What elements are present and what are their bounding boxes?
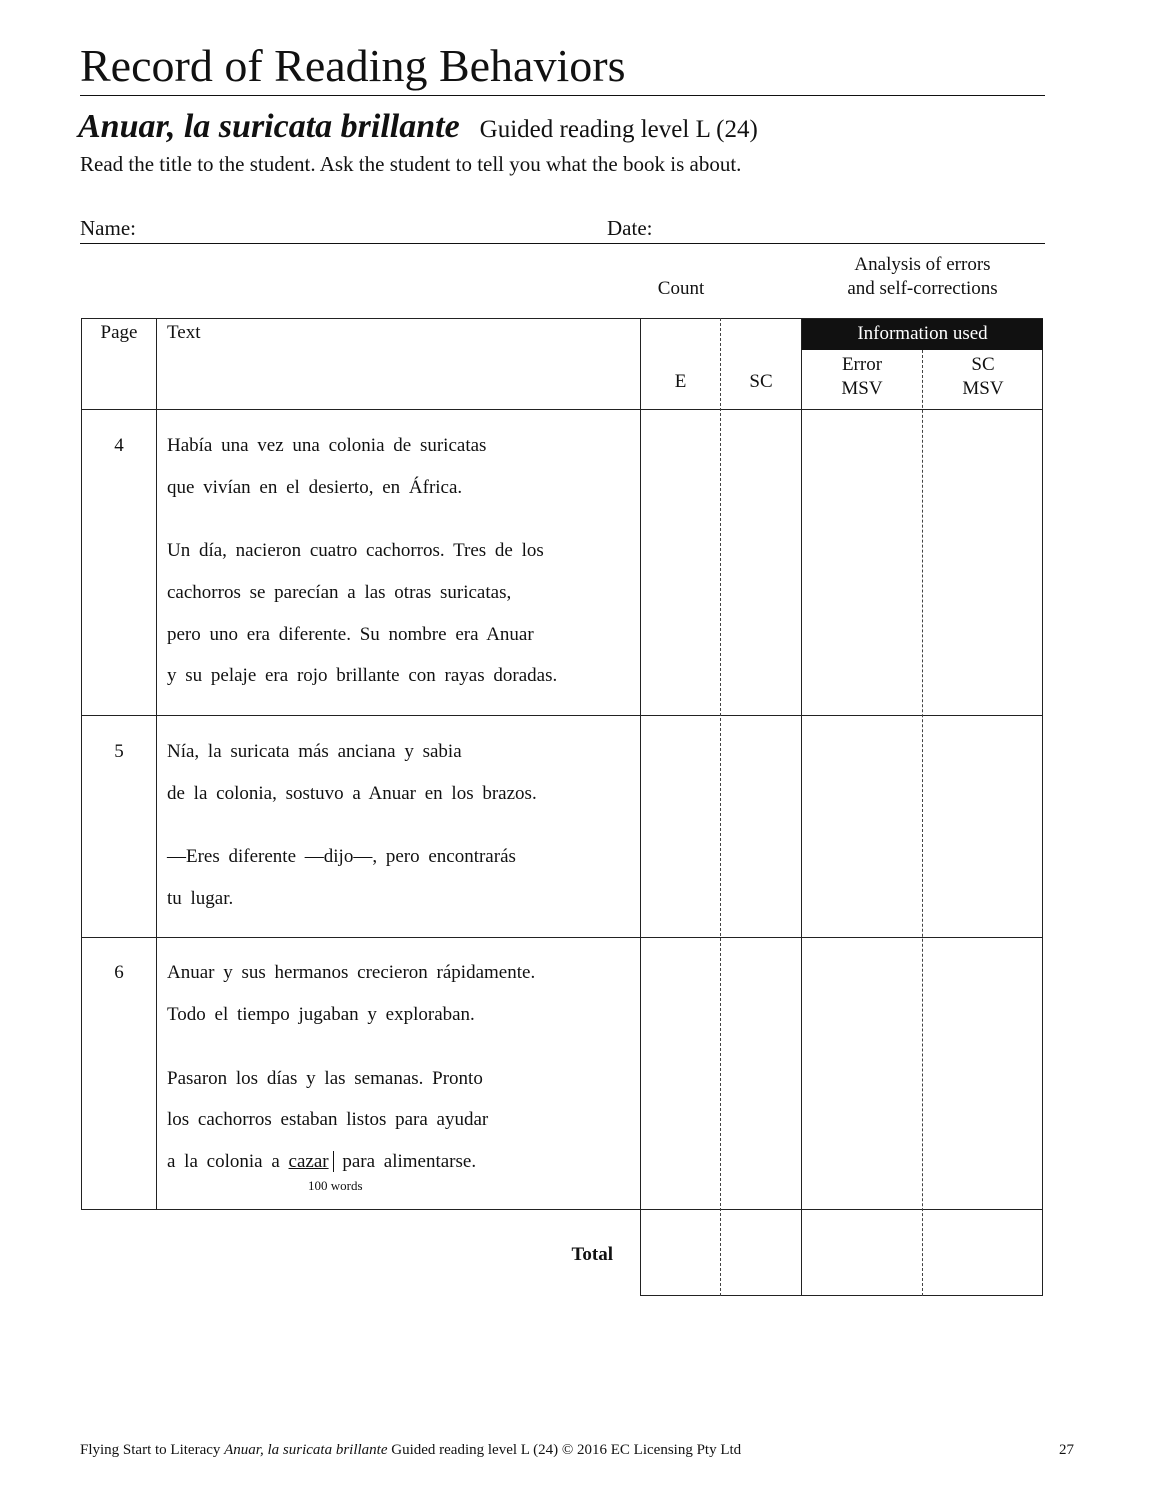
page-header: Page: [100, 322, 138, 343]
text-line: y su pelaje era rojo brillante con rayas doradas.: [167, 665, 558, 686]
text-line: de la colonia, sostuvo a Anuar en los brazos.: [167, 783, 537, 804]
e-sc-divider: [720, 318, 721, 1296]
text-line: Un día, nacieron cuatro cachorros. Tres de los: [167, 540, 544, 561]
error-header: Error: [841, 354, 883, 375]
text-line: que vivían en el desierto, en África.: [167, 477, 463, 498]
page-title: Record of Reading Behaviors: [80, 40, 626, 91]
name-date-line[interactable]: [80, 243, 1045, 244]
text-line: Pasaron los días y las semanas. Pronto: [167, 1068, 483, 1089]
footer-credit: [80, 1439, 741, 1461]
text-line: tu lugar.: [167, 888, 234, 909]
analysis-label-1: Analysis of errors: [854, 254, 991, 275]
text-line: Nía, la suricata más anciana y sabia: [167, 741, 462, 762]
row-divider: [81, 937, 1043, 938]
page-number-cell: 6: [114, 962, 124, 983]
date-label: Date:: [607, 216, 653, 240]
text-line: los cachorros estaban listos para ayudar: [167, 1109, 489, 1130]
text-line: cachorros se parecían a las otras suricatas,: [167, 582, 512, 603]
name-label: Name:: [80, 216, 136, 240]
book-title: Anuar, la suricata brillante: [78, 108, 460, 145]
text-header: Text: [167, 322, 201, 343]
text-column-border: [640, 318, 641, 1296]
total-label: Total: [571, 1244, 613, 1265]
page-number-cell: 5: [114, 741, 124, 762]
count-analysis-border: [801, 318, 802, 1296]
page-number-cell: 4: [114, 435, 124, 456]
count-label: Count: [657, 278, 705, 299]
text-area-bottom-border: [81, 1209, 1043, 1210]
page-number: 27: [1059, 1442, 1074, 1458]
footer-book-title: Anuar, la suricata brillante: [224, 1442, 388, 1458]
book-heading: [78, 104, 758, 156]
word-count-note: 100 words: [308, 1178, 363, 1193]
text-fragment: a la colonia a: [167, 1151, 280, 1172]
instruction-text: Read the title to the student. Ask the student to tell you what the book is about.: [80, 152, 742, 176]
sc-msv-header: SC: [971, 354, 995, 375]
row-divider: [81, 715, 1043, 716]
text-line: pero uno era diferente. Su nombre era Anuar: [167, 624, 534, 645]
text-fragment: para alimentarse.: [342, 1151, 477, 1172]
e-header: E: [674, 371, 687, 392]
footer-series: Flying Start to Literacy: [80, 1442, 221, 1458]
total-bottom-border: [640, 1295, 1043, 1296]
header-bottom-border: [81, 409, 1043, 410]
page-column-border: [156, 318, 157, 1210]
error-msv-header: MSV: [841, 378, 883, 399]
footer-rest: Guided reading level L (24) © 2016 EC Licensing Pty Ltd: [391, 1442, 742, 1458]
information-used-header: Information used: [802, 319, 1043, 350]
text-line: Había una vez una colonia de suricatas: [167, 435, 487, 456]
analysis-label-2: and self-corrections: [847, 278, 998, 299]
text-line: Anuar y sus hermanos crecieron rápidamente.: [167, 962, 536, 983]
title-rule: [80, 95, 1045, 96]
sc-header: SC: [749, 371, 773, 392]
word-count-marker: cazar: [289, 1151, 334, 1172]
error-sc-divider: [922, 350, 923, 1296]
text-line: Todo el tiempo jugaban y exploraban.: [167, 1004, 475, 1025]
reading-level: Guided reading level L (24): [479, 116, 758, 143]
table-right-border: [1042, 318, 1043, 1296]
text-line-with-marker: [167, 1148, 476, 1176]
text-line: —Eres diferente —dijo—, pero encontrarás: [167, 846, 516, 867]
sc-msv-header-sub: MSV: [962, 378, 1004, 399]
